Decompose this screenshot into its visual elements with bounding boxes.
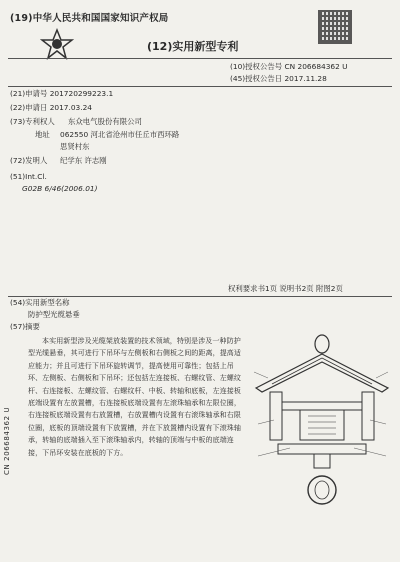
patentee-name: 东众电气股份有限公司 — [68, 117, 142, 126]
intcl-label: (51)Int.Cl. — [10, 172, 47, 181]
application-number: (21)申请号 201720299223.1 — [10, 89, 114, 98]
address-label: 地址 — [35, 130, 50, 139]
inventor-names: 纪学东 许志刚 — [60, 156, 107, 165]
abstract-drawing — [250, 330, 390, 515]
patentee-label: (73)专利权人 — [10, 117, 55, 126]
address-line-1: 062550 河北省沧州市任丘市西环路 — [60, 130, 180, 139]
filing-date: (22)申请日 2017.03.24 — [10, 103, 93, 112]
abstract-text: 本实用新型涉及光缆架放装置的技术领域，特别是涉及一种防护型光缆悬垂，其可进行下吊环与左侧板和右侧板之间的距离，提高适应能力；并且可进行下吊环旋转调节，提高使用可靠性；包括上吊环、左侧板、右侧板和下吊环；还包括左连接板、右螺纹管、左螺纹杆、右连接板、左螺纹管、右螺纹杆、中板、转轴和底板，左连接板底端设置有左放置槽，右连接板底端设置有左滚珠轴承和左限位圈，右连接板底端设置有右放置槽，右放置槽内设置有右滚珠轴承和右限位圈，底板的顶端设置有下放置槽，并在下放置槽内设置有下滚珠轴承，转轴的底端插入至下滚珠轴承内，转轴的顶端与中板的底端连接，下吊环安装在底板的下方。 — [28, 337, 241, 457]
header-divider — [8, 58, 392, 59]
publication-number: (10)授权公告号 CN 206684362 U — [230, 62, 348, 71]
patent-office-emblem-icon — [40, 28, 74, 60]
pages-info: 权利要求书1页 说明书2页 附图2页 — [228, 284, 343, 293]
pages-divider — [8, 296, 392, 297]
title-label: (54)实用新型名称 — [10, 298, 70, 307]
address-line-2: 思贤村东 — [60, 142, 90, 151]
biblio-divider — [8, 86, 392, 87]
abstract-label: (57)摘要 — [10, 322, 40, 331]
document-type: (12)实用新型专利 — [147, 40, 239, 53]
office-name: (19)中华人民共和国国家知识产权局 — [10, 13, 169, 24]
utility-model-title: 防护型光缆悬垂 — [28, 310, 80, 319]
intcl-value: G02B 6/46(2006.01) — [22, 184, 98, 193]
side-publication-number: CN 206684362 U — [3, 406, 11, 475]
publication-date: (45)授权公告日 2017.11.28 — [230, 74, 327, 83]
qr-code-icon — [318, 10, 352, 44]
inventor-label: (72)发明人 — [10, 156, 48, 165]
